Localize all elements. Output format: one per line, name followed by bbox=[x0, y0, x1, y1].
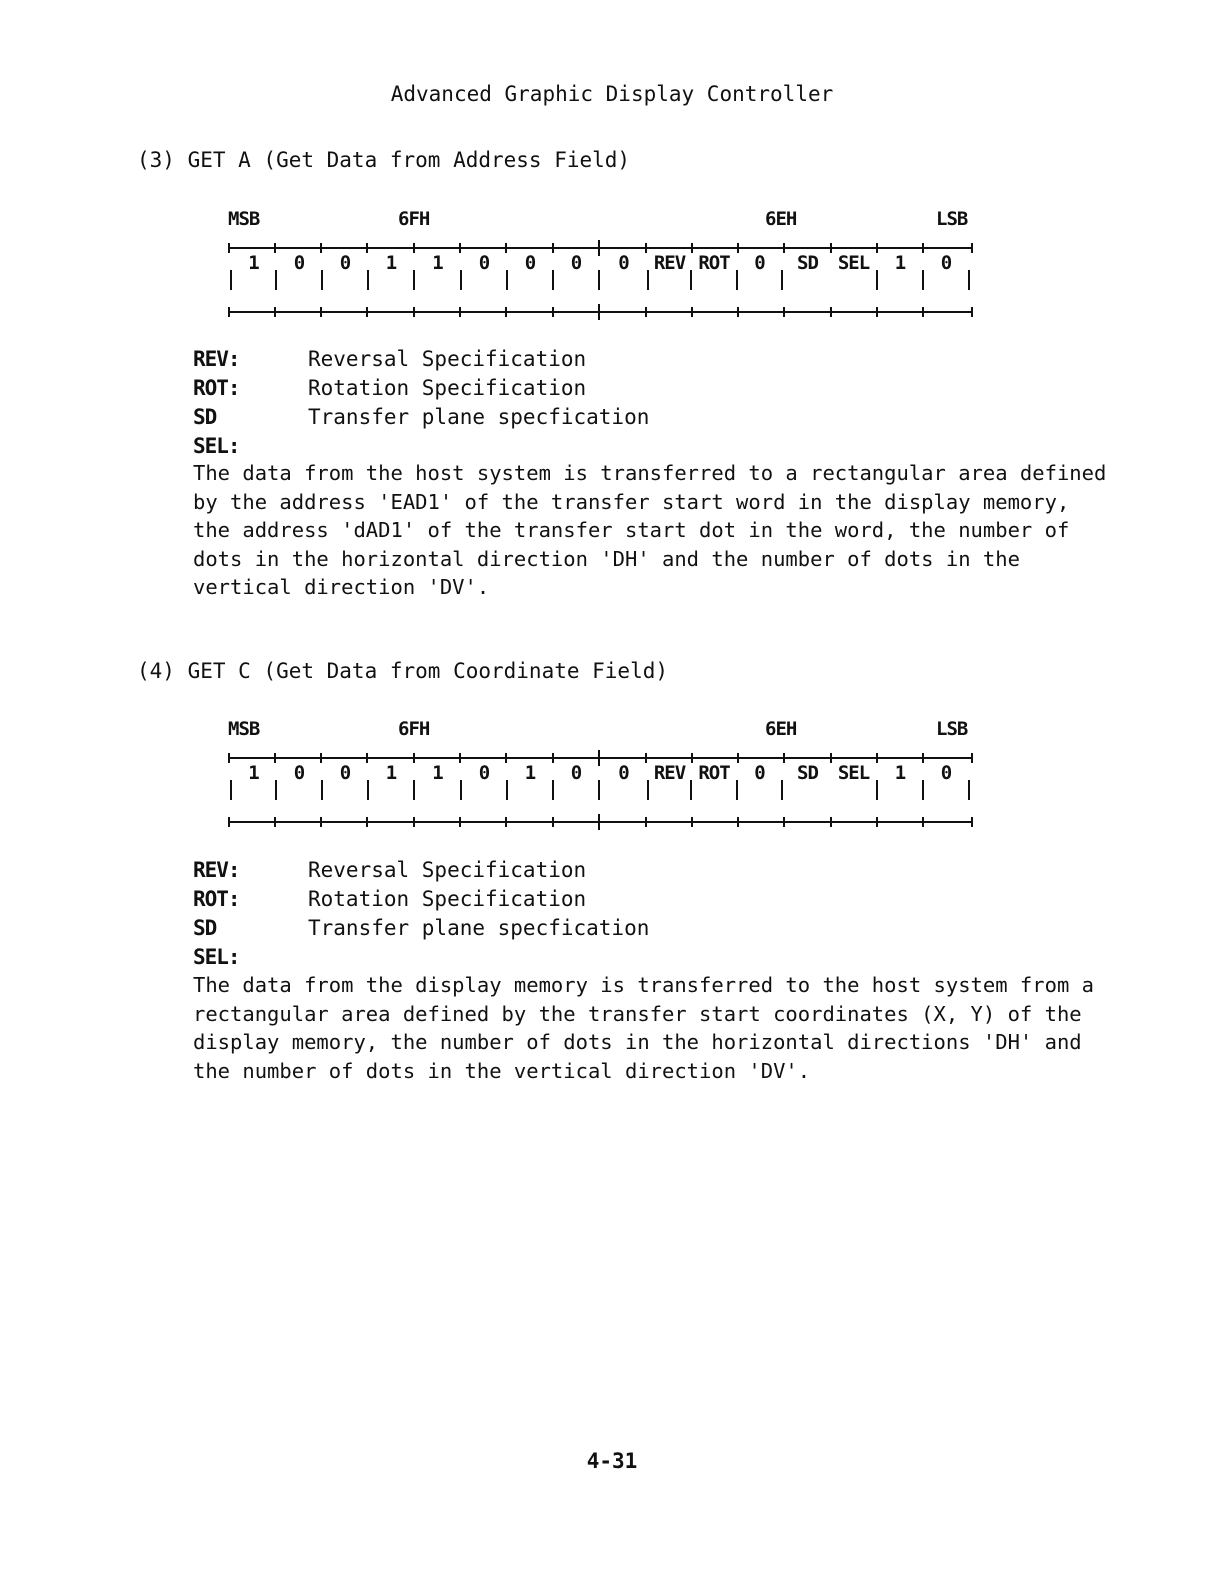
legend-term: ROT: bbox=[193, 887, 240, 911]
paragraph-get-a bbox=[193, 459, 1107, 602]
msb-label: MSB bbox=[228, 208, 260, 230]
paragraph-line: the number of dots in the vertical direction 'DV'. bbox=[193, 1058, 811, 1083]
paragraph-line: vertical direction 'DV'. bbox=[193, 575, 490, 599]
paragraph-get-c bbox=[193, 971, 1094, 1085]
bit-9: 0 bbox=[524, 252, 536, 274]
bit-rev: REV bbox=[653, 762, 686, 784]
high-byte-label: 6FH bbox=[398, 718, 430, 740]
paragraph-line: the address 'dAD1' of the transfer start dot in the word, the number of bbox=[193, 518, 1070, 542]
paragraph-line: The data from the host system is transferred to a rectangular area defined bbox=[193, 461, 1107, 485]
bit-sel: SEL bbox=[837, 252, 870, 274]
register-grid bbox=[228, 742, 974, 832]
bit-4: 0 bbox=[754, 252, 765, 274]
legend-definition: Reversal Specification bbox=[308, 858, 587, 882]
legend-term: REV: bbox=[193, 347, 240, 371]
bit-11: 1 bbox=[432, 762, 443, 784]
page-header: Advanced Graphic Display Controller bbox=[390, 82, 834, 106]
bit-8: 0 bbox=[570, 762, 582, 784]
bit-12: 1 bbox=[385, 252, 397, 274]
bit-rot: ROT bbox=[698, 762, 730, 784]
bit-rev: REV bbox=[653, 252, 686, 274]
msb-label: MSB bbox=[228, 718, 260, 740]
bit-14: 0 bbox=[293, 252, 305, 274]
bit-7: 0 bbox=[618, 762, 629, 784]
legend-definition: Transfer plane specfication bbox=[308, 916, 650, 940]
bit-0: 0 bbox=[940, 762, 952, 784]
register-diagram-get-c bbox=[228, 718, 974, 818]
legend-term: REV: bbox=[193, 858, 240, 882]
bit-15: 1 bbox=[248, 252, 259, 274]
bit-8: 0 bbox=[570, 252, 582, 274]
bit-10: 0 bbox=[478, 252, 490, 274]
bit-sd: SD bbox=[797, 252, 818, 274]
legend-definition: Rotation Specification bbox=[308, 887, 587, 911]
paragraph-line: by the address 'EAD1' of the transfer start word in the display memory, bbox=[193, 489, 1070, 514]
bit-4: 0 bbox=[754, 762, 765, 784]
page-number: 4-31 bbox=[586, 1449, 638, 1473]
bit-rot: ROT bbox=[698, 252, 730, 274]
legend-term: SD SEL: bbox=[193, 405, 240, 458]
legend-term: SD SEL: bbox=[193, 916, 240, 969]
bit-13: 0 bbox=[339, 762, 351, 784]
paragraph-line: dots in the horizontal direction 'DH' and the number of dots in the bbox=[193, 546, 1020, 571]
register-grid bbox=[228, 232, 974, 322]
lsb-label: LSB bbox=[936, 208, 968, 230]
paragraph-line: The data from the display memory is transferred to the host system from a bbox=[193, 973, 1094, 997]
bit-0: 0 bbox=[940, 252, 952, 274]
high-byte-label: 6FH bbox=[398, 208, 430, 230]
bit-7: 0 bbox=[618, 252, 629, 274]
bit-15: 1 bbox=[248, 762, 259, 784]
section-title-get-a: (3) GET A (Get Data from Address Field) bbox=[137, 148, 631, 172]
legend-definition: Rotation Specification bbox=[308, 376, 587, 400]
bit-11: 1 bbox=[432, 252, 443, 274]
bit-10: 0 bbox=[478, 762, 490, 784]
bit-12: 1 bbox=[385, 762, 397, 784]
paragraph-line: rectangular area defined by the transfer start coordinates (X, Y) of the bbox=[193, 1001, 1082, 1026]
section-title-get-c: (4) GET C (Get Data from Coordinate Field) bbox=[137, 659, 669, 683]
bit-sd: SD bbox=[797, 762, 818, 784]
legend-definition: Transfer plane specfication bbox=[308, 405, 650, 429]
bit-9: 1 bbox=[524, 762, 536, 784]
bit-13: 0 bbox=[339, 252, 351, 274]
low-byte-label: 6EH bbox=[765, 718, 797, 740]
bit-1: 1 bbox=[894, 252, 906, 274]
bit-sel: SEL bbox=[837, 762, 870, 784]
bit-14: 0 bbox=[293, 762, 305, 784]
register-diagram-get-a bbox=[228, 208, 974, 308]
paragraph-line: display memory, the number of dots in the horizontal directions 'DH' and bbox=[193, 1030, 1082, 1054]
legend-definition: Reversal Specification bbox=[308, 347, 587, 371]
legend-term: ROT: bbox=[193, 376, 240, 400]
lsb-label: LSB bbox=[936, 718, 968, 740]
bit-1: 1 bbox=[894, 762, 906, 784]
low-byte-label: 6EH bbox=[765, 208, 797, 230]
